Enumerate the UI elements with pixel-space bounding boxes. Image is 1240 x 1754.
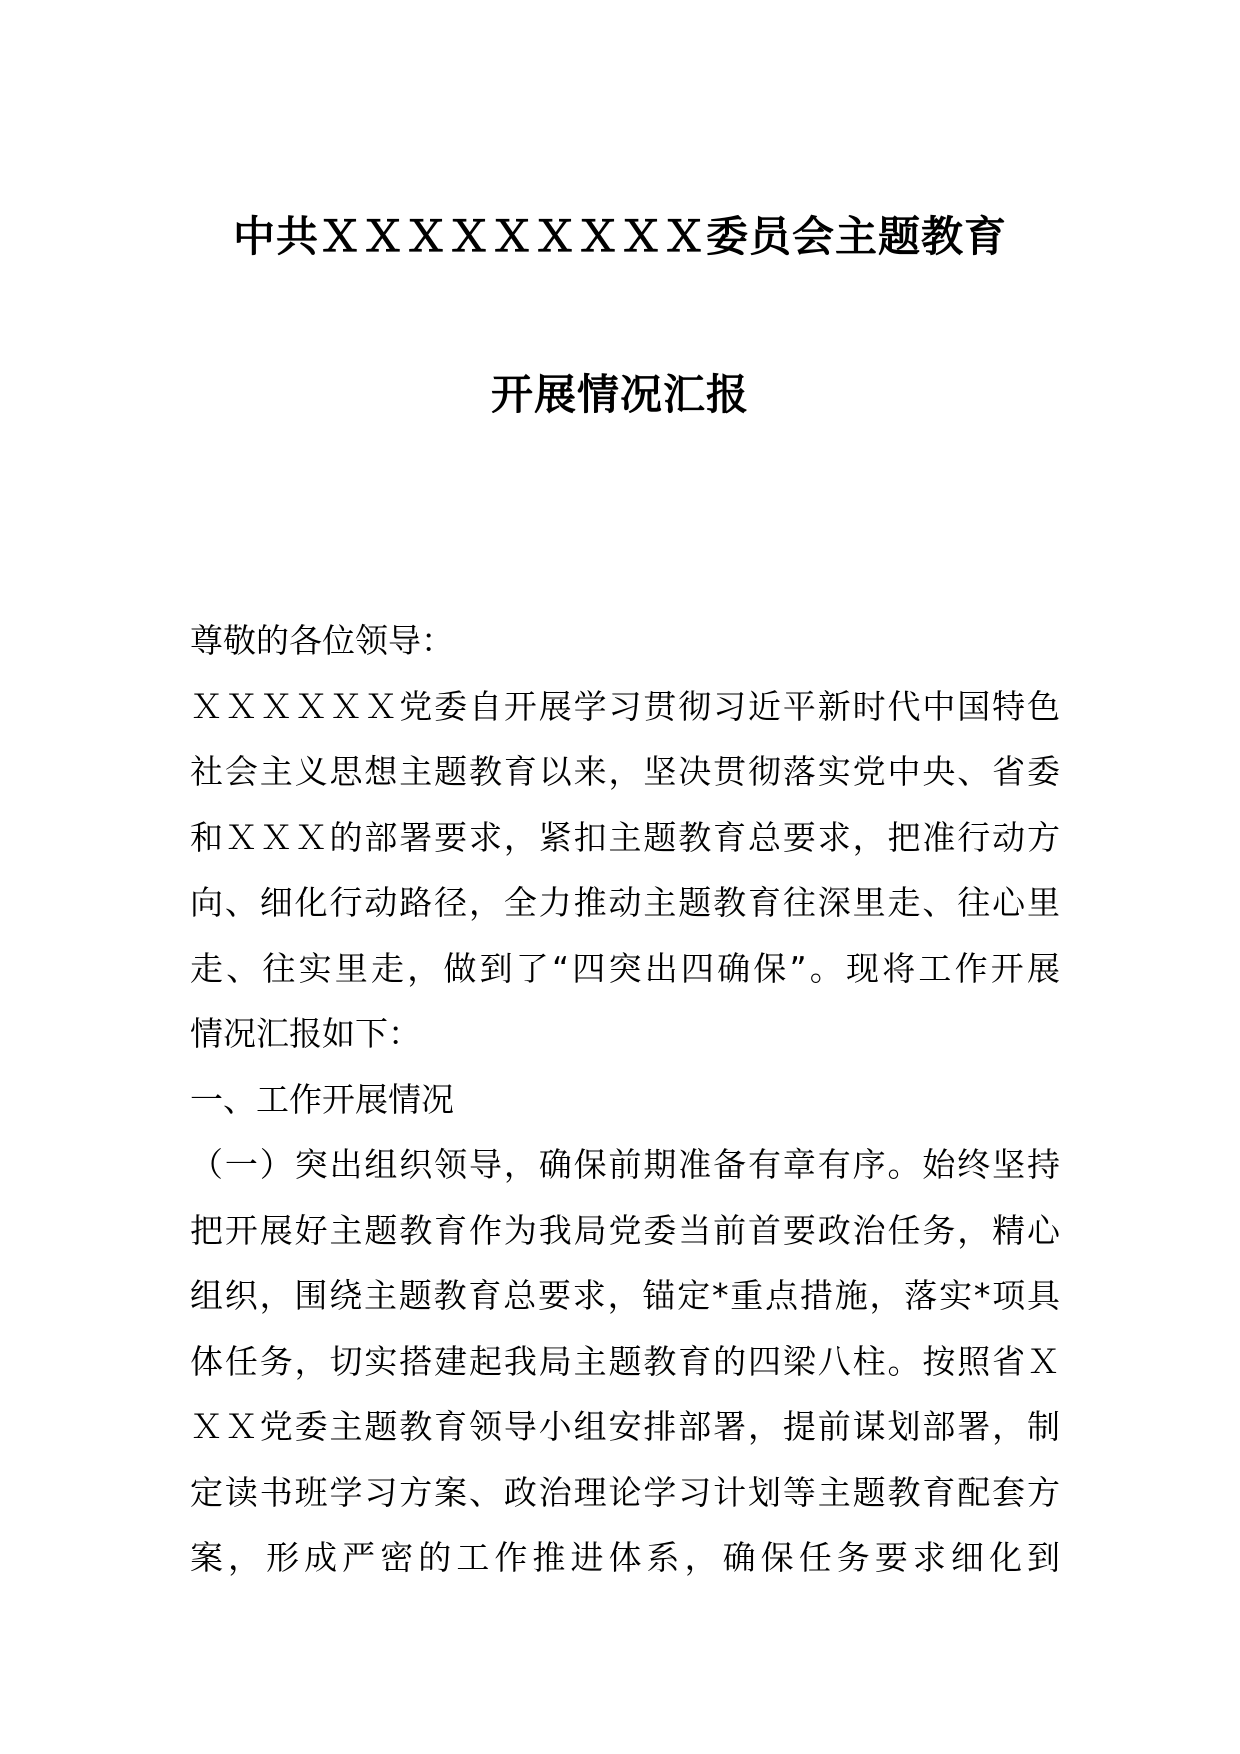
salutation: 尊敬的各位领导： <box>190 621 454 660</box>
document-body <box>190 618 1060 1601</box>
paragraph-line: 社会主义思想主题教育以来，坚决贯彻落实党中央、省委 <box>190 752 1060 791</box>
paragraph-line: 定读书班学习方案、政治理论学习计划等主题教育配套方 <box>190 1472 1060 1512</box>
document-title-line-1: 中共ＸＸＸＸＸＸＸＸＸ委员会主题教育 <box>232 212 1007 261</box>
paragraph-line: 组织，围绕主题教育总要求，锚定*重点措施，落实*项具 <box>190 1276 1060 1315</box>
paragraph-line: 案，形成严密的工作推进体系，确保任务要求细化到 <box>190 1538 1060 1577</box>
paragraph-line: 把开展好主题教育作为我局党委当前首要政治任务，精心 <box>190 1210 1060 1250</box>
section-heading: 一、工作开展情况 <box>190 1079 454 1119</box>
paragraph-line: 体任务，切实搭建起我局主题教育的四梁八柱。按照省Ｘ <box>190 1341 1060 1381</box>
paragraph-line: 情况汇报如下： <box>190 1014 421 1053</box>
paragraph-line: 向、细化行动路径，全力推动主题教育往深里走、往心里 <box>190 883 1060 922</box>
paragraph-line: 走、往实里走，做到了“四突出四确保”。现将工作开展 <box>190 948 1060 988</box>
paragraph-line: （一）突出组织领导，确保前期准备有章有序。始终坚持 <box>190 1145 1060 1184</box>
paragraph-line: ＸＸ党委主题教育领导小组安排部署，提前谋划部署，制 <box>190 1407 1060 1446</box>
document-title-line-2: 开展情况汇报 <box>490 370 749 419</box>
paragraph-line: ＸＸＸＸＸＸ党委自开展学习贯彻习近平新时代中国特色 <box>190 686 1060 726</box>
paragraph-line: 和ＸＸＸ的部署要求，紧扣主题教育总要求，把准行动方 <box>190 817 1060 857</box>
